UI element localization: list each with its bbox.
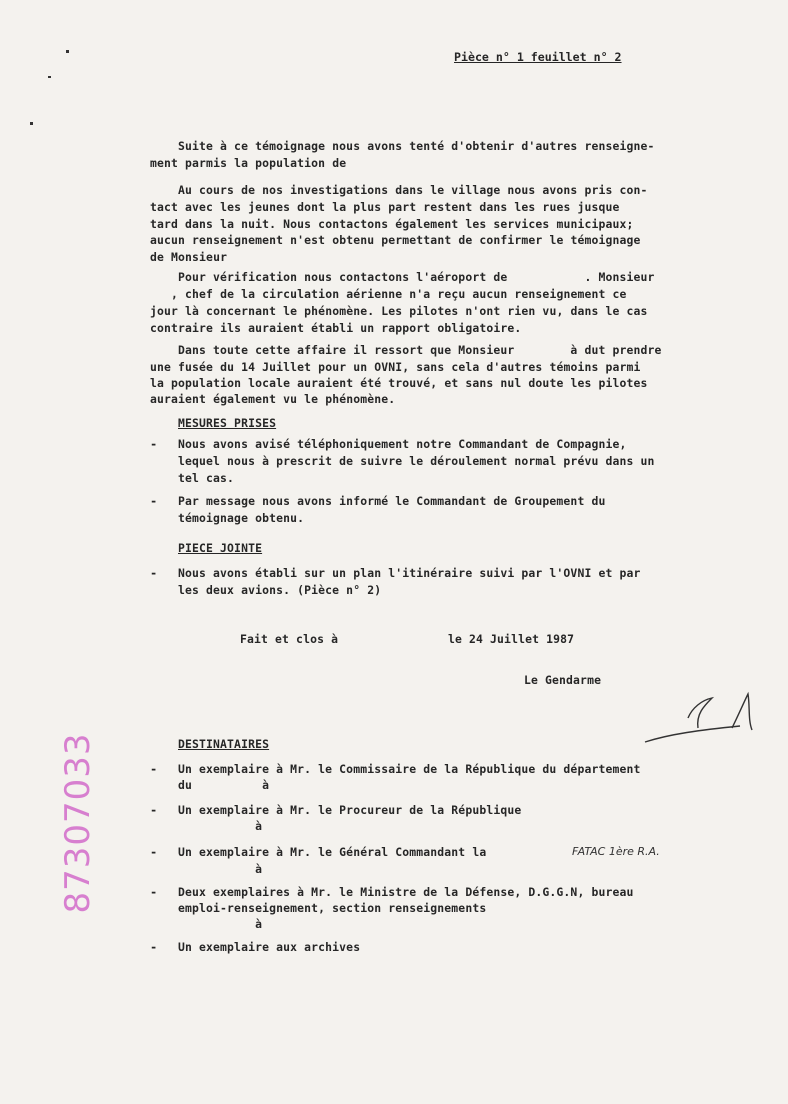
paragraph-line: auraient également vu le phénomène. bbox=[150, 392, 396, 406]
archive-stamp-number: 87307033 bbox=[58, 732, 98, 914]
mesures-item-line: tel cas. bbox=[178, 471, 235, 485]
paragraph-line: tard dans la nuit. Nous contactons également les services municipaux; bbox=[150, 217, 634, 231]
paragraph-line: Dans toute cette affaire il ressort que Monsieur à dut prendre bbox=[178, 343, 662, 357]
bullet-dash: - bbox=[150, 845, 158, 859]
paragraph-line: Pour vérification nous contactons l'aéroport de . Monsieur bbox=[178, 270, 655, 284]
paragraph-line: Au cours de nos investigations dans le village nous avons pris con- bbox=[178, 183, 648, 197]
destinataire-line: Deux exemplaires à Mr. le Ministre de la Défense, D.G.G.N, bureau bbox=[178, 885, 634, 899]
paragraph-line: contraire ils auraient établi un rapport obligatoire. bbox=[150, 321, 522, 335]
destinataire-line: Un exemplaire à Mr. le Procureur de la République bbox=[178, 803, 522, 817]
page-header: Pièce n° 1 feuillet n° 2 bbox=[454, 50, 622, 64]
archive-stamp bbox=[56, 712, 100, 934]
destinataire-line: emploi-renseignement, section renseignements bbox=[178, 901, 487, 915]
mesures-item-line: témoignage obtenu. bbox=[178, 511, 305, 525]
piece-jointe-item-line: Nous avons établi sur un plan l'itinéraire suivi par l'OVNI et par bbox=[178, 566, 641, 580]
bullet-dash: - bbox=[150, 885, 158, 899]
mesures-item-line: Par message nous avons informé le Commandant de Groupement du bbox=[178, 494, 606, 508]
destinataire-line: Un exemplaire à Mr. le Général Commandant la bbox=[178, 845, 487, 859]
destinataire-line: à bbox=[178, 917, 263, 931]
paragraph-line: Suite à ce témoignage nous avons tenté d'obtenir d'autres renseigne- bbox=[178, 139, 655, 153]
paragraph-line: jour là concernant le phénomène. Les pilotes n'ont rien vu, dans le cas bbox=[150, 304, 648, 318]
destinataire-line: Un exemplaire à Mr. le Commissaire de la République du département bbox=[178, 762, 641, 776]
mesures-item-line: Nous avons avisé téléphoniquement notre Commandant de Compagnie, bbox=[178, 437, 627, 451]
fait-et-clos: Fait et clos à bbox=[240, 632, 339, 646]
paragraph-line: , chef de la circulation aérienne n'a reçu aucun renseignement ce bbox=[150, 287, 627, 301]
paragraph-line: une fusée du 14 Juillet pour un OVNI, sans cela d'autres témoins parmi bbox=[150, 360, 641, 374]
margin-mark bbox=[66, 50, 69, 53]
bullet-dash: - bbox=[150, 437, 158, 451]
paragraph-line: ment parmis la population de bbox=[150, 156, 347, 170]
destinataire-line: du à bbox=[178, 778, 270, 792]
margin-mark bbox=[30, 122, 33, 125]
bullet-dash: - bbox=[150, 940, 158, 954]
paragraph-line: la population locale auraient été trouvé, et sans nul doute les pilotes bbox=[150, 376, 648, 390]
destinataires-heading: DESTINATAIRES bbox=[178, 737, 270, 751]
destinataire-line: à bbox=[178, 819, 263, 833]
paragraph-line: tact avec les jeunes dont la plus part restent dans les rues jusque bbox=[150, 200, 620, 214]
bullet-dash: - bbox=[150, 803, 158, 817]
handwritten-annotation: FATAC 1ère R.A. bbox=[572, 845, 660, 858]
piece-jointe-heading: PIECE JOINTE bbox=[178, 541, 263, 555]
paragraph-line: aucun renseignement n'est obtenu permettant de confirmer le témoignage bbox=[150, 233, 641, 247]
signatory: Le Gendarme bbox=[524, 673, 602, 687]
bullet-dash: - bbox=[150, 494, 158, 508]
margin-mark bbox=[48, 76, 51, 78]
closing-date: le 24 Juillet 1987 bbox=[448, 632, 575, 646]
destinataire-line: Un exemplaire aux archives bbox=[178, 940, 361, 954]
mesures-heading: MESURES PRISES bbox=[178, 416, 277, 430]
paragraph-line: de Monsieur bbox=[150, 250, 228, 264]
signature bbox=[640, 690, 765, 760]
piece-jointe-item-line: les deux avions. (Pièce n° 2) bbox=[178, 583, 382, 597]
destinataire-line: à bbox=[178, 862, 263, 876]
bullet-dash: - bbox=[150, 762, 158, 776]
mesures-item-line: lequel nous à prescrit de suivre le déroulement normal prévu dans un bbox=[178, 454, 655, 468]
bullet-dash: - bbox=[150, 566, 158, 580]
